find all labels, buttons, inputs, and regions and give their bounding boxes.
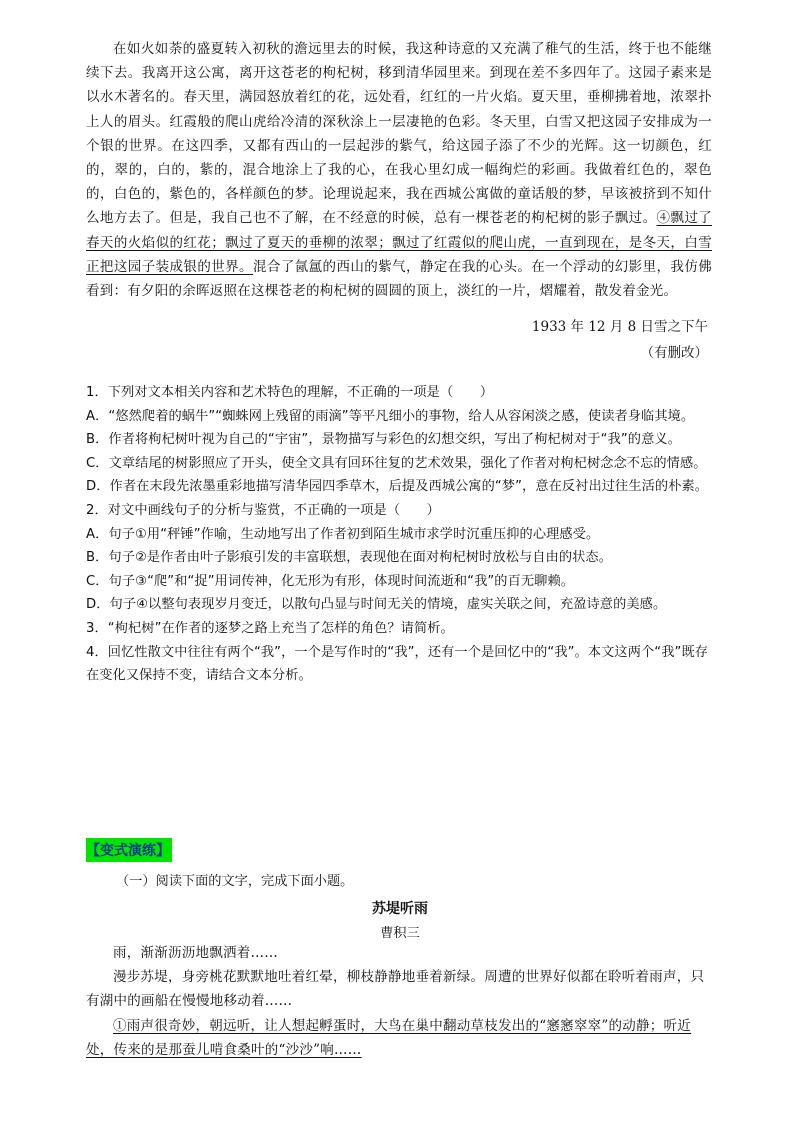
passage-author: 曹积三 bbox=[380, 926, 420, 941]
variant-intro: （一）阅读下面的文字，完成下面小题。 bbox=[116, 874, 354, 889]
underlined-sentence-4: ④飘过了春天的火焰似的红花；飘过了夏天的垂柳的浓翠；飘过了红霞似的爬山虎，一直到现在，是冬天，白雪正把这园子装成银的世界。 bbox=[86, 210, 713, 275]
question-2-option-b: B．句子②是作者由叶子影痕引发的丰富联想，表现他在面对枸杞树时放松与自由的状态。 bbox=[86, 550, 612, 566]
underlined-sentence-1: ①雨声很奇妙，朝远听，让人想起孵蛋时，大鸟在巢中翻动草枝发出的“窸窸窣窣”的动静；听近处，传来的是那蚕儿啃食桑叶的“沙沙”响…… bbox=[86, 1017, 692, 1058]
question-1-option-b: B．作者将枸杞树叶视为自己的“宇宙”，景物描写与彩色的幻想交织，写出了枸杞树对于“我”的意义。 bbox=[86, 432, 681, 448]
question-block bbox=[86, 381, 714, 688]
question-1-option-d: D．作者在末段先浓墨重彩地描写清华园四季草木，后提及西城公寓的“梦”，意在反衬出过往生活的朴素。 bbox=[86, 479, 709, 495]
question-3: 3．“枸杞树”在作者的逐梦之路上充当了怎样的角色？请简析。 bbox=[86, 620, 454, 636]
essay-paragraph bbox=[86, 37, 712, 303]
variant-section-heading: 【变式演练】 bbox=[86, 838, 172, 862]
question-2-option-d: D．句子④以整句表现岁月变迁，以散句凸显与时间无关的情境，虚实关联之间，充盈诗意的美感。 bbox=[86, 597, 667, 613]
passage-paragraph-2: 漫步苏堤，身旁桃花默默地吐着红晕，柳枝静静地垂着新绿。周遭的世界好似都在聆听着雨声，只有湖中的画船在慢慢地移动着…… bbox=[86, 969, 705, 1010]
essay-body bbox=[86, 37, 712, 303]
question-2-option-c: C．句子③“爬”和“捉”用词传神，化无形为有形，体现时间流逝和“我”的百无聊赖。 bbox=[86, 573, 575, 589]
question-2-stem: 2．对文中画线句子的分析与鉴赏，不正确的一项是（ ） bbox=[86, 502, 440, 518]
question-2-option-a: A．句子①用“秤锤”作喻，生动地写出了作者初到陌生城市求学时沉重压抑的心理感受。 bbox=[86, 526, 600, 542]
essay-text-tail: 混合了氤氲的西山的紫气，静定在我的心头。在一个浮动的幻影里，我仿佛看到：有夕阳的余晖返照在这棵苍老的枸杞树的圆圆的顶上，淡红的一片，熠耀着，散发着金光。 bbox=[86, 258, 713, 300]
essay-text: 在如火如荼的盛夏转入初秋的澹远里去的时候，我这种诗意的又充满了稚气的生活，终于也不能继续下去。我离开这公寓，离开这苍老的枸杞树，移到清华园里来。到现在差不多四年了。这园子素来是以水木著名的。春天里，满园怒放着红的花，远处看，红红的一片火焰。夏天里，垂柳拂着地，浓翠扑上人的眉头。红霞般的爬山虎给冷清的深秋涂上一层凄艳的色彩。冬天里，白雪又把这园子安排成为一个银的世界。在这四季，又都有西山的一层起涉的紫气，给这园子添了不少的光辉。这一切颜色，红的，翠的，白的，紫的，混合地涂上了我的心，在我心里幻成一幅绚烂的彩画。我做着红色的，翠色的，白色的，紫色的，各样颜色的梦。论理说起来，我在西城公寓做的童话般的梦，早该被挤到不知什么地方去了。但是，我自己也不了解，在不经意的时候，总有一棵苍老的枸杞树的影子飘过。 bbox=[86, 41, 712, 227]
passage-body bbox=[86, 941, 712, 1062]
question-4: 4．回忆性散文中往往有两个“我”，一个是写作时的“我”，还有一个是回忆中的“我”。本文这两个“我”既存在变化又保持不变，请结合文本分析。 bbox=[86, 644, 709, 684]
essay-date: 1933 年 12 月 8 日雪之下午 bbox=[531, 319, 708, 335]
passage-paragraph-1: 雨，渐渐沥沥地飘洒着…… bbox=[113, 945, 278, 961]
question-1-option-a: A．“悠然爬着的蜗牛”“蜘蛛网上残留的雨滴”等平凡细小的事物，给人从容闲淡之感，使读者身临其境。 bbox=[86, 408, 695, 424]
passage-title: 苏堤听雨 bbox=[372, 901, 428, 917]
question-1-option-c: C．文章结尾的树影照应了开头，使全文具有回环往复的艺术效果，强化了作者对枸杞树念念不忘的情感。 bbox=[86, 455, 707, 471]
question-1-stem: 1．下列对文本相关内容和艺术特色的理解，不正确的一项是（ ） bbox=[86, 385, 494, 400]
edit-note: （有删改） bbox=[640, 345, 708, 361]
